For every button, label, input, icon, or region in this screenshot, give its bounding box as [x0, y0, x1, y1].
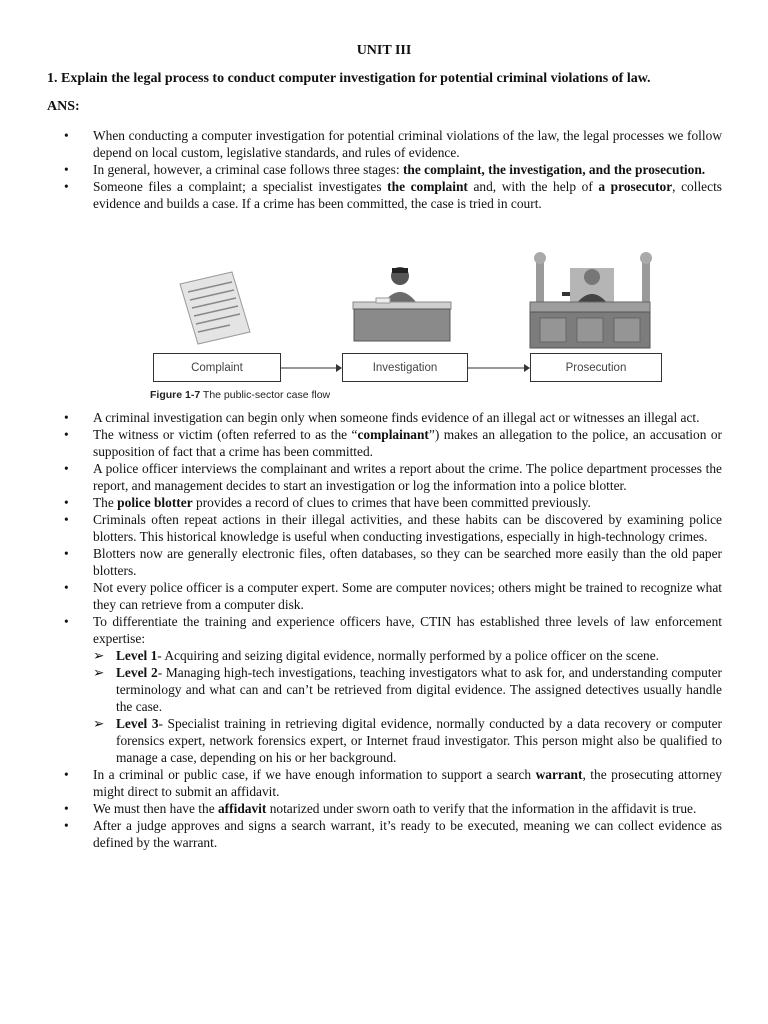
- complaint-document-icon: [180, 272, 250, 344]
- bullet-dot-icon: •: [64, 495, 69, 510]
- text: Criminals often repeat actions in their illegal activities, and these habits can be discovered by examining police blotters. This historical knowledge is useful when conducting investigations, especially in high-technology crimes.: [93, 512, 722, 544]
- bold-text: affidavit: [217, 801, 267, 816]
- judge-bench-icon: [530, 252, 652, 348]
- bullet-dot-icon: •: [64, 818, 69, 833]
- bold-text: Level 1: [116, 648, 158, 663]
- bullet-item: [47, 127, 722, 161]
- text: notarized under sworn oath to verify that the information in the affidavit is true.: [266, 801, 697, 816]
- bold-text: complainant: [357, 427, 429, 442]
- unit-title: UNIT III: [356, 43, 412, 58]
- text: We must then have the: [93, 801, 218, 816]
- text: Someone files a complaint; a specialist investigates: [93, 179, 388, 194]
- bullet-item: [47, 409, 722, 426]
- text: The: [93, 495, 118, 510]
- bullet-item: [47, 494, 722, 511]
- bullet-item: [47, 800, 722, 817]
- arrow-bullet-icon: ➢: [93, 716, 105, 731]
- figure-caption: [150, 389, 330, 401]
- text: In general, however, a criminal case follows three stages:: [93, 162, 403, 177]
- text: In a criminal or public case, if we have enough information to support a search: [93, 767, 536, 782]
- text: A criminal investigation can begin only when someone finds evidence of an illegal act or witnesses an illegal act.: [93, 410, 700, 425]
- bold-text: Level 3: [116, 716, 159, 731]
- text: Blotters now are generally electronic files, often databases, so they can be searched more easily than the old paper blotters.: [93, 546, 722, 578]
- bold-text: police blotter: [117, 495, 193, 510]
- sub-list-item: [93, 715, 722, 766]
- bullet-item: [47, 426, 722, 460]
- bullet-item: [47, 511, 722, 545]
- bullet-dot-icon: •: [64, 179, 69, 194]
- text: - Acquiring and seizing digital evidence, normally performed by a police officer on the scene.: [157, 648, 660, 663]
- bullet-item: [47, 460, 722, 494]
- bullet-item: [47, 766, 722, 800]
- arrow-bullet-icon: ➢: [93, 665, 105, 680]
- text: provides a record of clues to crimes that have been committed previously.: [192, 495, 591, 510]
- bold-text: warrant: [535, 767, 583, 782]
- main-bullet-list: [47, 409, 722, 851]
- answer-label: ANS:: [47, 99, 80, 114]
- bullet-dot-icon: •: [64, 461, 69, 476]
- figure-caption-text: The public-sector case flow: [202, 389, 331, 401]
- investigator-desk-icon: [353, 267, 451, 341]
- text: Not every police officer is a computer expert. Some are computer novices; others might be trained to recognize what they can retrieve from a computer disk.: [93, 580, 722, 612]
- level-sub-list: [93, 647, 722, 766]
- bold-text: a prosecutor: [598, 179, 673, 194]
- sub-list-item: [93, 647, 722, 664]
- bold-text: the complaint: [387, 179, 468, 194]
- text: The witness or victim (often referred to as the “: [93, 427, 358, 442]
- bullet-dot-icon: •: [64, 546, 69, 561]
- case-flow-figure: [150, 248, 665, 403]
- text: ”) makes an allegation to the police, an accusation or supposition of fact that a crime has been committed.: [93, 427, 722, 459]
- bullet-dot-icon: •: [64, 801, 69, 816]
- arrow-bullet-icon: ➢: [93, 648, 105, 663]
- stage-complaint-box: Complaint: [153, 353, 281, 382]
- bullet-item: [47, 161, 722, 178]
- text: To differentiate the training and experience officers have, CTIN has established three levels of law enforcement expertise:: [93, 614, 722, 646]
- stage-prosecution-box: Prosecution: [530, 353, 662, 382]
- text: - Managing high-tech investigations, teaching investigators what to ask for, and understanding computer terminology and what can and can’t be retrieved from digital evidence. The assigned detectives usually handle the case.: [116, 665, 722, 714]
- figure-caption-number: Figure 1-7: [150, 389, 201, 401]
- text: , collects evidence and builds a case. If a crime has been committed, the case is tried in court.: [93, 179, 722, 211]
- bullet-item: [47, 178, 722, 212]
- text: and, with the help of: [467, 179, 599, 194]
- bullet-dot-icon: •: [64, 162, 69, 177]
- bullet-dot-icon: •: [64, 410, 69, 425]
- text: When conducting a computer investigation for potential criminal violations of the law, the legal processes we follow depend on local custom, legislative standards, and rules of evidence.: [93, 128, 722, 160]
- bullet-dot-icon: •: [64, 427, 69, 442]
- bullet-dot-icon: •: [64, 128, 69, 143]
- stage-investigation-box: Investigation: [342, 353, 468, 382]
- bullet-item: [47, 579, 722, 613]
- question-heading: 1. Explain the legal process to conduct computer investigation for potential criminal violations of law.: [47, 71, 651, 86]
- bullet-item: [47, 817, 722, 851]
- bold-text: the complaint, the investigation, and the prosecution.: [402, 162, 706, 177]
- sub-list-item: [93, 664, 722, 715]
- bullet-item: [47, 545, 722, 579]
- text: After a judge approves and signs a search warrant, it’s ready to be executed, meaning we can collect evidence as defined by the warrant.: [93, 818, 722, 850]
- bullet-dot-icon: •: [64, 614, 69, 629]
- bullet-dot-icon: •: [64, 512, 69, 527]
- text: - Specialist training in retrieving digital evidence, normally conducted by a data recovery or computer forensics expert, network forensics expert, or Internet fraud investigator. This person might also be qualified to manage a case, depending on his or her background.: [116, 716, 722, 765]
- bold-text: Level 2: [116, 665, 158, 680]
- bullet-dot-icon: •: [64, 580, 69, 595]
- text: A police officer interviews the complainant and writes a report about the crime. The police department processes the report, and management decides to start an investigation or log the information into a police blotter.: [93, 461, 722, 493]
- text: , the prosecuting attorney might direct to submit an affidavit.: [93, 767, 722, 799]
- bullet-item: [47, 613, 722, 766]
- bullet-dot-icon: •: [64, 767, 69, 782]
- intro-bullet-list: [47, 127, 722, 212]
